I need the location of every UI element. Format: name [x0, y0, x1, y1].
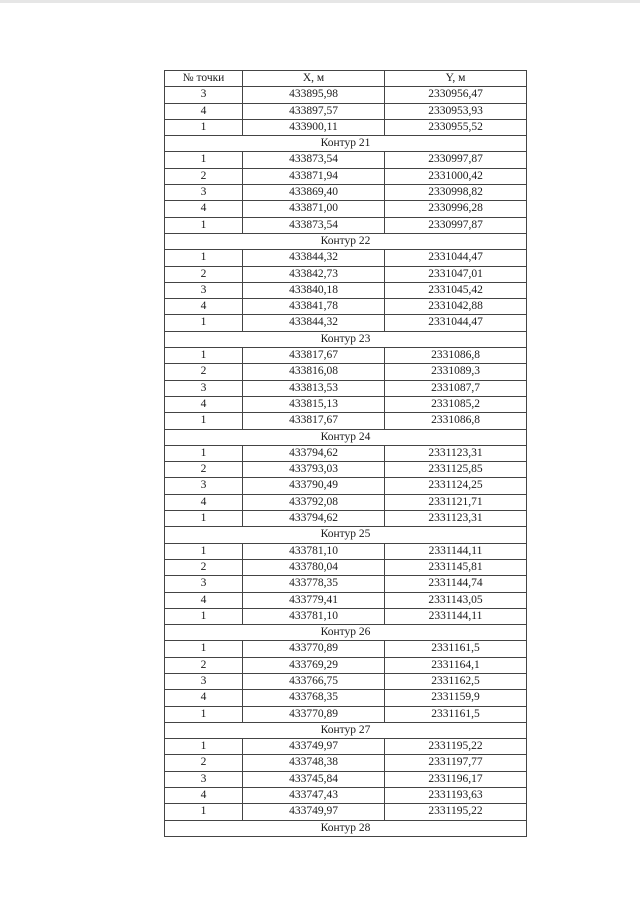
y-coordinate-cell: 2331042,88 [385, 299, 527, 315]
point-number-cell: 4 [165, 396, 243, 412]
y-coordinate-cell: 2331124,25 [385, 478, 527, 494]
x-coordinate-cell: 433793,03 [243, 462, 385, 478]
x-coordinate-cell: 433748,38 [243, 755, 385, 771]
point-number-cell: 4 [165, 201, 243, 217]
point-number-cell: 1 [165, 348, 243, 364]
contour-title: Контур 27 [165, 722, 527, 738]
table-row [165, 217, 527, 233]
y-coordinate-cell: 2331121,71 [385, 494, 527, 510]
y-coordinate-cell: 2331162,5 [385, 673, 527, 689]
x-coordinate-cell: 433844,32 [243, 315, 385, 331]
x-coordinate-cell: 433816,08 [243, 364, 385, 380]
point-number-cell: 3 [165, 185, 243, 201]
point-number-cell: 1 [165, 413, 243, 429]
table-header [165, 71, 527, 87]
x-coordinate-cell: 433747,43 [243, 788, 385, 804]
x-coordinate-cell: 433794,62 [243, 445, 385, 461]
header-row [165, 71, 527, 87]
table-row [165, 152, 527, 168]
y-coordinate-cell: 2331197,77 [385, 755, 527, 771]
point-number-cell: 2 [165, 266, 243, 282]
table-row [165, 103, 527, 119]
y-coordinate-cell: 2331143,05 [385, 592, 527, 608]
y-coordinate-cell: 2331195,22 [385, 739, 527, 755]
contour-title-row [165, 820, 527, 836]
contour-title-row [165, 722, 527, 738]
x-coordinate-cell: 433781,10 [243, 543, 385, 559]
y-coordinate-cell: 2331196,17 [385, 771, 527, 787]
contour-title: Контур 25 [165, 527, 527, 543]
x-coordinate-cell: 433749,97 [243, 804, 385, 820]
contour-title-row [165, 331, 527, 347]
point-number-cell: 1 [165, 250, 243, 266]
y-coordinate-cell: 2331086,8 [385, 413, 527, 429]
point-number-cell: 1 [165, 315, 243, 331]
y-coordinate-cell: 2330953,93 [385, 103, 527, 119]
table-row [165, 478, 527, 494]
table-row [165, 364, 527, 380]
y-coordinate-cell: 2330956,47 [385, 87, 527, 103]
point-number-cell: 1 [165, 217, 243, 233]
y-coordinate-cell: 2331044,47 [385, 315, 527, 331]
point-number-cell: 4 [165, 788, 243, 804]
table-row [165, 250, 527, 266]
point-number-cell: 1 [165, 608, 243, 624]
table-row [165, 413, 527, 429]
point-number-cell: 2 [165, 168, 243, 184]
table-row [165, 608, 527, 624]
y-coordinate-cell: 2331195,22 [385, 804, 527, 820]
coordinates-table [164, 70, 527, 837]
table-row [165, 657, 527, 673]
x-coordinate-cell: 433768,35 [243, 690, 385, 706]
table-row [165, 641, 527, 657]
header-x: X, м [243, 71, 385, 87]
y-coordinate-cell: 2331145,81 [385, 559, 527, 575]
x-coordinate-cell: 433900,11 [243, 119, 385, 135]
point-number-cell: 1 [165, 804, 243, 820]
point-number-cell: 2 [165, 657, 243, 673]
table-row [165, 87, 527, 103]
table-row [165, 739, 527, 755]
y-coordinate-cell: 2330997,87 [385, 152, 527, 168]
point-number-cell: 3 [165, 576, 243, 592]
x-coordinate-cell: 433873,54 [243, 152, 385, 168]
header-point-number: № точки [165, 71, 243, 87]
y-coordinate-cell: 2331144,11 [385, 543, 527, 559]
table-row [165, 690, 527, 706]
x-coordinate-cell: 433815,13 [243, 396, 385, 412]
y-coordinate-cell: 2331085,2 [385, 396, 527, 412]
table-row [165, 511, 527, 527]
y-coordinate-cell: 2331000,42 [385, 168, 527, 184]
x-coordinate-cell: 433779,41 [243, 592, 385, 608]
table-row [165, 185, 527, 201]
x-coordinate-cell: 433792,08 [243, 494, 385, 510]
contour-title-row [165, 136, 527, 152]
y-coordinate-cell: 2331125,85 [385, 462, 527, 478]
x-coordinate-cell: 433781,10 [243, 608, 385, 624]
x-coordinate-cell: 433766,75 [243, 673, 385, 689]
table-row [165, 266, 527, 282]
table-row [165, 396, 527, 412]
point-number-cell: 1 [165, 445, 243, 461]
point-number-cell: 2 [165, 462, 243, 478]
table-row [165, 592, 527, 608]
point-number-cell: 3 [165, 771, 243, 787]
y-coordinate-cell: 2331193,63 [385, 788, 527, 804]
x-coordinate-cell: 433873,54 [243, 217, 385, 233]
y-coordinate-cell: 2330955,52 [385, 119, 527, 135]
header-y: Y, м [385, 71, 527, 87]
point-number-cell: 4 [165, 103, 243, 119]
point-number-cell: 1 [165, 119, 243, 135]
contour-title: Контур 21 [165, 136, 527, 152]
point-number-cell: 2 [165, 559, 243, 575]
y-coordinate-cell: 2331123,31 [385, 445, 527, 461]
point-number-cell: 3 [165, 380, 243, 396]
x-coordinate-cell: 433844,32 [243, 250, 385, 266]
x-coordinate-cell: 433780,04 [243, 559, 385, 575]
y-coordinate-cell: 2331144,74 [385, 576, 527, 592]
table-body [165, 87, 527, 837]
y-coordinate-cell: 2331089,3 [385, 364, 527, 380]
point-number-cell: 3 [165, 478, 243, 494]
point-number-cell: 1 [165, 641, 243, 657]
table-row [165, 771, 527, 787]
x-coordinate-cell: 433790,49 [243, 478, 385, 494]
table-row [165, 299, 527, 315]
y-coordinate-cell: 2331161,5 [385, 706, 527, 722]
table-row [165, 348, 527, 364]
table-row [165, 462, 527, 478]
point-number-cell: 2 [165, 755, 243, 771]
x-coordinate-cell: 433841,78 [243, 299, 385, 315]
y-coordinate-cell: 2331123,31 [385, 511, 527, 527]
point-number-cell: 1 [165, 152, 243, 168]
contour-title-row [165, 233, 527, 249]
point-number-cell: 3 [165, 673, 243, 689]
table-row [165, 119, 527, 135]
x-coordinate-cell: 433769,29 [243, 657, 385, 673]
table-row [165, 315, 527, 331]
x-coordinate-cell: 433749,97 [243, 739, 385, 755]
x-coordinate-cell: 433897,57 [243, 103, 385, 119]
x-coordinate-cell: 433895,98 [243, 87, 385, 103]
y-coordinate-cell: 2331044,47 [385, 250, 527, 266]
table-row [165, 559, 527, 575]
x-coordinate-cell: 433817,67 [243, 348, 385, 364]
table-row [165, 380, 527, 396]
point-number-cell: 4 [165, 592, 243, 608]
contour-title: Контур 24 [165, 429, 527, 445]
point-number-cell: 3 [165, 282, 243, 298]
y-coordinate-cell: 2331087,7 [385, 380, 527, 396]
x-coordinate-cell: 433871,00 [243, 201, 385, 217]
contour-title: Контур 22 [165, 233, 527, 249]
x-coordinate-cell: 433778,35 [243, 576, 385, 592]
y-coordinate-cell: 2331159,9 [385, 690, 527, 706]
table-row [165, 755, 527, 771]
point-number-cell: 2 [165, 364, 243, 380]
contour-title: Контур 23 [165, 331, 527, 347]
contour-title-row [165, 625, 527, 641]
point-number-cell: 4 [165, 690, 243, 706]
point-number-cell: 3 [165, 87, 243, 103]
point-number-cell: 1 [165, 706, 243, 722]
x-coordinate-cell: 433869,40 [243, 185, 385, 201]
x-coordinate-cell: 433871,94 [243, 168, 385, 184]
table-row [165, 788, 527, 804]
table-row [165, 168, 527, 184]
contour-title: Контур 28 [165, 820, 527, 836]
x-coordinate-cell: 433842,73 [243, 266, 385, 282]
point-number-cell: 4 [165, 494, 243, 510]
contour-title-row [165, 527, 527, 543]
y-coordinate-cell: 2331086,8 [385, 348, 527, 364]
table-row [165, 576, 527, 592]
x-coordinate-cell: 433745,84 [243, 771, 385, 787]
table-row [165, 282, 527, 298]
y-coordinate-cell: 2331047,01 [385, 266, 527, 282]
table-row [165, 706, 527, 722]
contour-title-row [165, 429, 527, 445]
table-row [165, 445, 527, 461]
page-top-edge [0, 0, 640, 3]
point-number-cell: 1 [165, 739, 243, 755]
contour-title: Контур 26 [165, 625, 527, 641]
y-coordinate-cell: 2331045,42 [385, 282, 527, 298]
x-coordinate-cell: 433813,53 [243, 380, 385, 396]
table-row [165, 543, 527, 559]
y-coordinate-cell: 2331164,1 [385, 657, 527, 673]
table-row [165, 201, 527, 217]
x-coordinate-cell: 433770,89 [243, 706, 385, 722]
point-number-cell: 1 [165, 543, 243, 559]
table-row [165, 673, 527, 689]
x-coordinate-cell: 433817,67 [243, 413, 385, 429]
y-coordinate-cell: 2331161,5 [385, 641, 527, 657]
point-number-cell: 1 [165, 511, 243, 527]
y-coordinate-cell: 2330996,28 [385, 201, 527, 217]
y-coordinate-cell: 2330997,87 [385, 217, 527, 233]
x-coordinate-cell: 433794,62 [243, 511, 385, 527]
x-coordinate-cell: 433840,18 [243, 282, 385, 298]
x-coordinate-cell: 433770,89 [243, 641, 385, 657]
point-number-cell: 4 [165, 299, 243, 315]
y-coordinate-cell: 2330998,82 [385, 185, 527, 201]
table-row [165, 804, 527, 820]
table-row [165, 494, 527, 510]
y-coordinate-cell: 2331144,11 [385, 608, 527, 624]
